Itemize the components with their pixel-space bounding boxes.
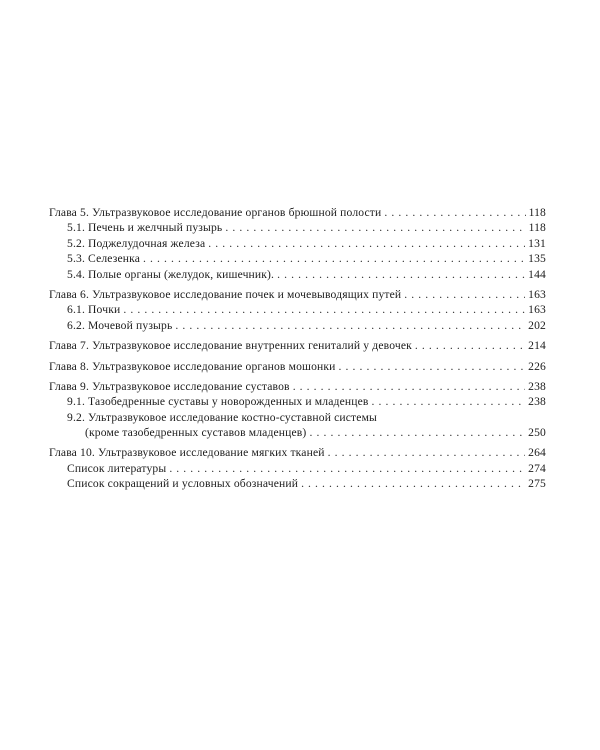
toc-page-number: 135 <box>528 252 546 266</box>
toc-entry-label: Глава 6. Ультразвуковое исследование почек и мочевыводящих путей <box>49 287 402 301</box>
toc-chapter-8[interactable] <box>49 359 546 374</box>
toc-references[interactable] <box>49 461 546 476</box>
toc-page-number: 250 <box>528 426 546 440</box>
toc-chapter-6[interactable] <box>49 287 546 302</box>
toc-entry-label: Список литературы <box>67 461 167 475</box>
toc-entry-label: 6.2. Мочевой пузырь <box>67 318 173 332</box>
toc-entry-label: Список сокращений и условных обозначений <box>67 477 299 491</box>
toc-section-5-1[interactable] <box>49 220 546 235</box>
toc-entry-label: Глава 5. Ультразвуковое исследование органов брюшной полости <box>49 206 382 219</box>
dot-leader <box>143 251 525 266</box>
toc-entry-label: Глава 7. Ультразвуковое исследование внутренних гениталий у девочек <box>49 339 412 353</box>
toc-entry-label: Глава 9. Ультразвуковое исследование суставов <box>49 379 290 393</box>
toc-entry-label: 5.3. Селезенка <box>67 252 141 266</box>
toc-section-6-1[interactable] <box>49 302 546 317</box>
toc-chapter-7[interactable] <box>49 338 546 353</box>
dot-leader <box>175 318 525 333</box>
dot-leader <box>301 476 525 491</box>
toc-page-number: 274 <box>528 461 546 475</box>
dot-leader <box>339 359 526 374</box>
dot-leader <box>415 338 525 353</box>
toc-section-6-2[interactable] <box>49 318 546 333</box>
toc-entry-label: 5.2. Поджелудочная железа <box>67 236 206 250</box>
toc-page-number: 118 <box>528 221 546 235</box>
toc-page-number: 226 <box>528 359 546 373</box>
toc-entry-label: 6.1. Почки <box>67 303 121 317</box>
toc-section-9-2-line-2[interactable] <box>49 425 546 440</box>
toc-page-number: 118 <box>528 206 546 219</box>
dot-leader <box>372 394 526 409</box>
toc-entry-label: 5.1. Печень и желчный пузырь <box>67 221 223 235</box>
toc-abbreviations[interactable] <box>49 476 546 491</box>
toc-section-5-3[interactable] <box>49 251 546 266</box>
dot-leader <box>277 267 525 282</box>
dot-leader <box>123 302 525 317</box>
toc-page-number: 238 <box>528 395 546 409</box>
dot-leader <box>384 205 525 220</box>
toc-page-number: 202 <box>528 318 546 332</box>
toc-entry-label: 5.4. Полые органы (желудок, кишечник). <box>67 267 275 281</box>
toc-entry-label: Глава 8. Ультразвуковое исследование органов мошонки <box>49 359 336 373</box>
table-of-contents <box>49 205 546 492</box>
toc-page-number: 131 <box>528 236 546 250</box>
toc-section-9-2-line-1[interactable] <box>49 410 546 425</box>
toc-entry-label: Глава 10. Ультразвуковое исследование мягких тканей <box>49 446 325 460</box>
toc-entry-label: 9.1. Тазобедренные суставы у новорожденных и младенцев <box>67 395 369 409</box>
toc-page-number: 238 <box>528 379 546 393</box>
toc-chapter-5[interactable] <box>49 205 546 220</box>
toc-section-5-4[interactable] <box>49 267 546 282</box>
dot-leader <box>208 236 525 251</box>
dot-leader <box>309 425 525 440</box>
dot-leader <box>225 220 525 235</box>
toc-section-5-2[interactable] <box>49 236 546 251</box>
toc-chapter-10[interactable] <box>49 445 546 460</box>
toc-page-number: 144 <box>528 267 546 281</box>
dot-leader <box>404 287 525 302</box>
dot-leader <box>328 445 526 460</box>
toc-page-number: 214 <box>528 339 546 353</box>
toc-page-number: 163 <box>528 287 546 301</box>
toc-page-number: 264 <box>528 446 546 460</box>
toc-page-number: 275 <box>528 477 546 491</box>
dot-leader <box>293 379 525 394</box>
toc-section-9-1[interactable] <box>49 394 546 409</box>
toc-entry-label: (кроме тазобедренных суставов младенцев) <box>85 426 307 440</box>
dot-leader <box>169 461 525 476</box>
toc-chapter-9[interactable] <box>49 379 546 394</box>
toc-page-number: 163 <box>528 303 546 317</box>
toc-entry-label: 9.2. Ультразвуковое исследование костно-суставной системы <box>67 410 377 424</box>
